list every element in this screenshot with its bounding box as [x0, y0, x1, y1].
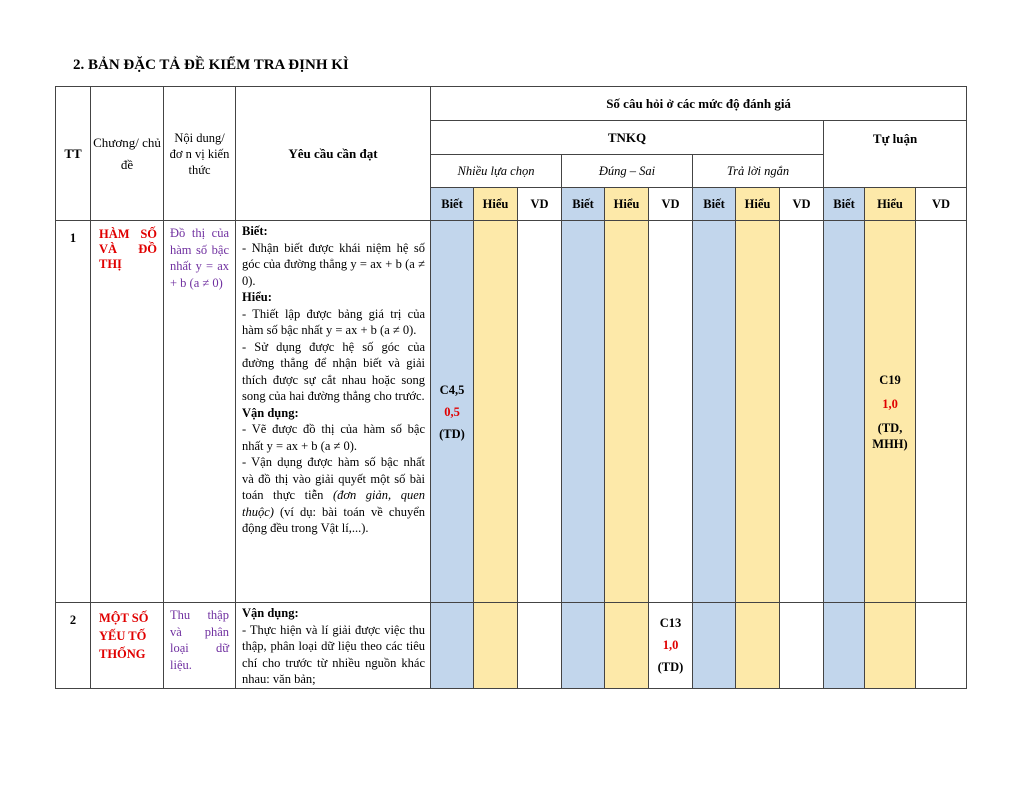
cell-tf-hieu: [605, 603, 649, 689]
header-short-biet: Biết: [693, 188, 736, 221]
req-text: - Thực hiện và lí giải được việc thu thập, phân loại dữ liệu theo các tiêu chí cho trước từ nhiều nguồn khác nhau: văn bản;: [242, 622, 425, 686]
cell-short-biet: [693, 221, 736, 603]
cell-short-vd: [780, 603, 824, 689]
page-title: 2. BẢN ĐẶC TẢ ĐỀ KIỂM TRA ĐỊNH KÌ: [73, 57, 349, 73]
req-heading: Vận dụng:: [242, 405, 299, 420]
specification-table: [55, 86, 967, 689]
question-tag: (TD): [439, 426, 465, 441]
row-number: 1: [56, 221, 91, 603]
cell-essay-biet: [824, 221, 865, 603]
table-row: [56, 603, 967, 689]
cell-tf-vd: [649, 221, 693, 603]
cell-mcq-vd: [518, 603, 562, 689]
cell-essay-biet: [824, 603, 865, 689]
header-tt: TT: [56, 87, 91, 221]
header-essay-vd: VD: [916, 188, 967, 221]
header-truefalse: Đúng – Sai: [562, 155, 693, 188]
row-number: 2: [56, 603, 91, 689]
cell-tf-biet: [562, 221, 605, 603]
header-mcq: Nhiều lựa chọn: [431, 155, 562, 188]
header-tf-biet: Biết: [562, 188, 605, 221]
req-text: - Sử dụng được hệ số góc của đường thẳng để nhận biết và giải thích được sự cắt nhau hoặc song song của hai đường thẳng cho trước.: [242, 339, 425, 403]
cell-short-biet: [693, 603, 736, 689]
row-requirement: [236, 221, 431, 603]
cell-essay-vd: [916, 221, 967, 603]
question-code: C4,5: [439, 382, 465, 397]
header-tnkq: TNKQ: [431, 121, 824, 155]
cell-tf-vd: [649, 603, 693, 689]
header-levels: Số câu hỏi ở các mức độ đánh giá: [431, 87, 967, 121]
header-mcq-vd: VD: [518, 188, 562, 221]
cell-short-hieu: [736, 221, 780, 603]
cell-mcq-biet: [431, 603, 474, 689]
req-heading: Biết:: [242, 224, 268, 238]
cell-mcq-hieu: [474, 221, 518, 603]
question-tag: (TD, MHH): [872, 420, 908, 451]
row-content: Đồ thị của hàm số bậc nhất y = ax + b (a ≠ 0): [164, 221, 236, 603]
question-code: C19: [879, 372, 901, 387]
header-requirement: Yêu cầu cần đạt: [236, 87, 431, 221]
req-text: - Vận dụng được hàm số bậc nhất và đồ thị vào giải quyết một số bài toán thực tiễn: [242, 455, 425, 502]
cell-mcq-hieu: [474, 603, 518, 689]
cell-tf-biet: [562, 603, 605, 689]
req-text: (ví dụ: bài toán về chuyển động đều trong Vật lí,...).: [242, 504, 425, 535]
header-tf-vd: VD: [649, 188, 693, 221]
cell-short-vd: [780, 221, 824, 603]
header-chapter: Chương/ chủ đề: [91, 87, 164, 221]
header-content: Nội dung/đơ n vị kiến thức: [164, 87, 236, 221]
question-tag: (TD): [657, 660, 684, 675]
header-mcq-hieu: Hiểu: [474, 188, 518, 221]
req-text: - Vẽ được đồ thị của hàm số bậc nhất y = ax + b (a ≠ 0).: [242, 422, 425, 453]
req-text: - Thiết lập được bảng giá trị của hàm số bậc nhất y = ax + b (a ≠ 0).: [242, 306, 425, 337]
header-short-hieu: Hiểu: [736, 188, 780, 221]
req-text-italic: (đơn giản, quen thuộc): [242, 488, 425, 519]
header-tf-hieu: Hiểu: [605, 188, 649, 221]
cell-essay-hieu: [865, 221, 916, 603]
question-score: 0,5: [444, 404, 460, 419]
table-row: [56, 221, 967, 603]
header-short-vd: VD: [780, 188, 824, 221]
header-short: Trả lời ngắn: [693, 155, 824, 188]
req-heading: Hiểu:: [242, 290, 272, 304]
req-text: - Nhận biết được khái niệm hệ số góc của đường thẳng y = ax + b (a ≠ 0).: [242, 240, 425, 288]
header-mcq-biet: Biết: [431, 188, 474, 221]
row-chapter: HÀM SỐ VÀ ĐỒ THỊ: [91, 221, 164, 603]
question-score: 1,0: [662, 638, 679, 653]
cell-mcq-vd: [518, 221, 562, 603]
question-score: 1,0: [882, 396, 898, 411]
row-requirement: [236, 603, 431, 689]
question-code: C13: [659, 616, 682, 631]
header-essay-hieu: Hiểu: [865, 188, 916, 221]
cell-short-hieu: [736, 603, 780, 689]
row-content: Thu thập và phân loại dữ liệu.: [164, 603, 236, 689]
cell-mcq-biet: [431, 221, 474, 603]
req-heading: Vận dụng:: [242, 606, 299, 620]
header-essay-biet: Biết: [824, 188, 865, 221]
row-chapter: MỘT SỐ YẾU TỐ THỐNG: [91, 603, 164, 689]
header-essay: Tự luận: [824, 121, 967, 188]
cell-essay-hieu: [865, 603, 916, 689]
cell-essay-vd: [916, 603, 967, 689]
cell-tf-hieu: [605, 221, 649, 603]
